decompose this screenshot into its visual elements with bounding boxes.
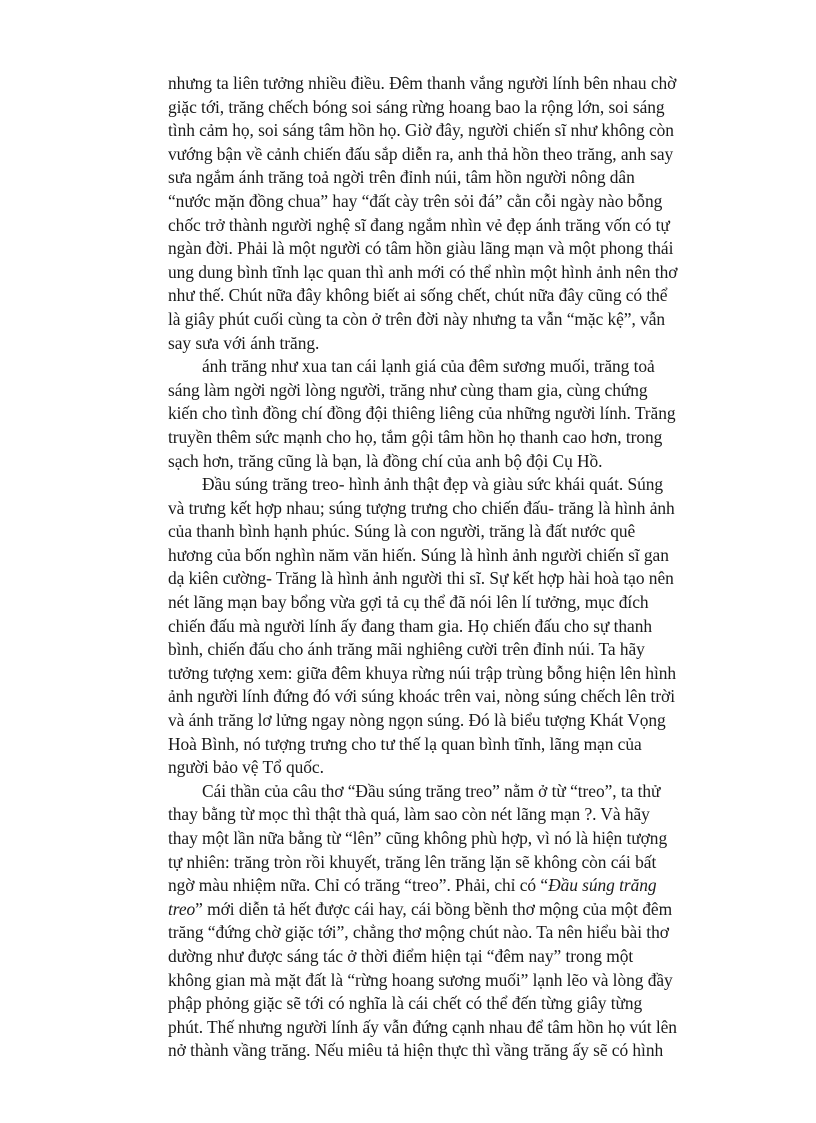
text-line: sưa ngắm ánh trăng toả ngời trên đỉnh núi, tâm hồn người nông dân — [168, 167, 635, 188]
text-line — [168, 898, 726, 922]
text-line: dạ kiên cường- Trăng là hình ảnh người thi sĩ. Sự kết hợp hài hoà tạo nên — [168, 568, 674, 589]
text-segment: ” mới diễn tả hết được cái hay, cái bồng bềnh thơ mộng của một đêm — [195, 898, 673, 919]
text-line: người bảo vệ Tổ quốc. — [168, 757, 324, 778]
text-line: như thế. Chút nữa đây không biết ai sống chết, chút nữa đây cũng có thể — [168, 285, 668, 306]
text-line: và ánh trăng lơ lửng ngay nòng ngọn súng. Đó là biểu tượng Khát Vọng — [168, 710, 666, 731]
paragraph-3 — [168, 473, 726, 780]
text-line: truyền thêm sức mạnh cho họ, tắm gội tâm hồn họ thanh cao hơn, trong — [168, 426, 663, 447]
text-line: sạch hơn, trăng cũng là bạn, là đồng chí của anh bộ đội Cụ Hồ. — [168, 450, 603, 471]
text-line: kiến cho tình đồng chí đồng đội thiêng liêng của những người lính. Trăng — [168, 403, 676, 424]
text-line: say sưa với ánh trăng. — [168, 332, 320, 353]
text-line: nhưng ta liên tưởng nhiều điều. Đêm thanh vắng người lính bên nhau chờ — [168, 73, 677, 93]
text-line: bình, chiến đấu cho ánh trăng mãi nghiêng cười trên đỉnh núi. Ta hãy — [168, 639, 645, 660]
text-line: và trưng kết hợp nhau; súng tượng trưng cho chiến đấu- trăng là hình ảnh — [168, 497, 675, 518]
text-line: không gian mà mặt đất là “rừng hoang sương muối” lạnh lẽo và lòng đầy — [168, 969, 673, 990]
text-line: trăng “đứng chờ giặc tới”, chẳng thơ mộng chút nào. Ta nên hiểu bài thơ — [168, 922, 669, 943]
paragraph-1 — [168, 72, 726, 355]
text-line: thay một lần nữa bằng từ “lên” cũng không phù hợp, vì nó là hiện tượng — [168, 828, 668, 848]
text-line: ảnh người lính đứng đó với súng khoác trên vai, nòng súng chếch lên trời — [168, 686, 675, 707]
essay-text — [168, 72, 726, 1063]
text-line: hương của bốn nghìn năm văn hiến. Súng là hình ảnh người chiến sĩ gan — [168, 544, 669, 565]
text-line: ung dung bình tĩnh lạc quan thì anh mới có thể nhìn một hình ảnh nên thơ — [168, 261, 678, 282]
text-line: tình cảm họ, soi sáng tâm hồn họ. Giờ đây, người chiến sĩ như không còn — [168, 120, 674, 141]
text-line: vướng bận về cảnh chiến đấu sắp diễn ra, anh thả hồn theo trăng, anh say — [168, 143, 674, 164]
paragraph-4 — [168, 780, 726, 1063]
text-line: “nước mặn đồng chua” hay “đất cày trên sỏi đá” cằn cỗi ngày nào bỗng — [168, 190, 663, 211]
text-line: sáng làm ngời ngời lòng người, trăng như cùng tham gia, cùng chứng — [168, 379, 648, 400]
text-line: là giây phút cuối cùng ta còn ở trên đời này nhưng ta vẫn “mặc kệ”, vẫn — [168, 308, 666, 329]
text-segment: ngờ màu nhiệm nữa. Chỉ có trăng “treo”. Phải, chỉ có “ — [168, 875, 549, 896]
text-line: giặc tới, trăng chếch bóng soi sáng rừng hoang bao la rộng lớn, soi sáng — [168, 96, 665, 117]
text-line: ngàn đời. Phải là một người có tâm hồn giàu lãng mạn và một phong thái — [168, 238, 674, 259]
text-line: dường như được sáng tác ở thời điểm hiện tại “đêm nay” trong một — [168, 945, 634, 966]
text-line: ánh trăng như xua tan cái lạnh giá của đêm sương muối, trăng toả — [202, 356, 655, 377]
text-line: Đầu súng trăng treo- hình ảnh thật đẹp và giàu sức khái quát. Súng — [202, 474, 664, 495]
text-line: Cái thần của câu thơ “Đầu súng trăng treo” nằm ở từ “treo”, ta thử — [202, 780, 661, 801]
text-line: thay bằng từ mọc thì thật thà quá, làm sao còn nét lãng mạn ?. Và hãy — [168, 804, 650, 825]
text-line: chiến đấu mà người lính ấy đang tham gia. Họ chiến đấu cho sự thanh — [168, 615, 652, 636]
text-line: phập phỏng giặc sẽ tới có nghĩa là cái chết có thể đến từng giây từng — [168, 993, 643, 1014]
italic-quote: Đầu súng trăng — [548, 875, 657, 896]
text-line: phút. Thế nhưng người lính ấy vẫn đứng cạnh nhau để tâm hồn họ vút lên — [168, 1016, 677, 1037]
text-line: nở thành vầng trăng. Nếu miêu tả hiện thực thì vầng trăng ấy sẽ có hình — [168, 1040, 664, 1061]
text-line: nét lãng mạn bay bổng vừa gợi tả cụ thể đã nói lên lí tưởng, mục đích — [168, 592, 649, 613]
text-line: của thanh bình hạnh phúc. Súng là con người, trăng là đất nước quê — [168, 521, 636, 542]
text-line: chốc trở thành người nghệ sĩ đang ngắm nhìn vẻ đẹp ánh trăng vốn có tự — [168, 214, 670, 235]
text-line — [168, 874, 726, 898]
paragraph-2 — [168, 355, 726, 473]
text-line: Hoà Bình, nó tượng trưng cho tư thế lạ quan bình tĩnh, lãng mạn của — [168, 733, 642, 754]
italic-quote: treo — [168, 898, 196, 919]
text-line: tưởng tượng xem: giữa đêm khuya rừng núi trập trùng bỗng hiện lên hình — [168, 662, 677, 683]
text-line: tự nhiên: trăng tròn rồi khuyết, trăng lên trăng lặn sẽ không còn cái bất — [168, 851, 657, 872]
